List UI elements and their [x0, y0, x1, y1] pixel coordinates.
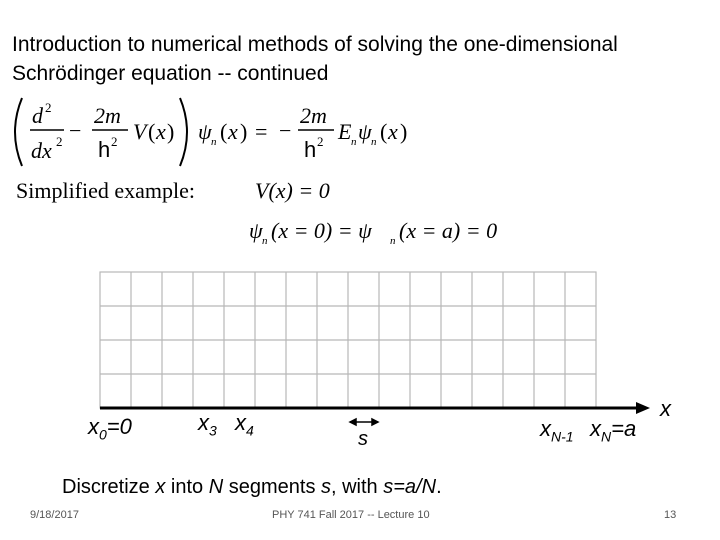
eq-bc-right: (x = a) = 0: [399, 218, 498, 243]
eq-bc-n2: n: [390, 235, 396, 247]
x-axis-arrowhead: [636, 402, 650, 414]
title-line-1: Introduction to numerical methods of solving the one-dimensional: [12, 33, 618, 56]
eq-dx2-sup: 2: [56, 134, 63, 149]
segment-s-indicator: [350, 419, 378, 425]
eq-2m-1: 2m: [94, 103, 121, 128]
eq-E-sub: n: [351, 136, 357, 148]
eq-rparen-3: ): [400, 119, 408, 144]
label-x0: $x_0=0$: [88, 414, 132, 443]
eq-x-2: x: [228, 119, 238, 144]
label-xN: $x_N=a$: [590, 416, 637, 445]
simplified-label: Simplified example:: [16, 178, 196, 203]
eq-psi-1: ψ: [198, 119, 212, 144]
eq-lparen-2: (: [220, 119, 228, 144]
eq-hbar-2-sup: 2: [317, 134, 324, 149]
eq-d2-sup: 2: [45, 100, 52, 115]
eq-dx2: dx: [31, 138, 52, 163]
eq-equals-1: =: [255, 119, 268, 144]
eq-hbar-1: h: [98, 137, 111, 162]
footer-page-number: 13: [664, 509, 677, 521]
eq-hbar-2: h: [304, 137, 317, 162]
eq-bc-n1: n: [262, 235, 268, 247]
eq-rparen-2: ): [240, 119, 248, 144]
eq-minus-1: −: [69, 118, 82, 143]
eq-psi-1-sub: n: [211, 136, 217, 148]
big-right-paren: [180, 98, 187, 166]
eq-V-zero: V(x) = 0: [255, 178, 330, 203]
eq-x-1: x: [156, 119, 166, 144]
eq-E: E: [338, 119, 352, 144]
discretization-grid: [100, 272, 596, 408]
eq-lparen-3: (: [380, 119, 388, 144]
title-line-2: Schrödinger equation -- continued: [12, 62, 329, 85]
label-s: s: [358, 428, 368, 450]
label-x-axis: x: [660, 396, 671, 421]
label-x3: $x_3$: [198, 410, 217, 439]
footer-course: PHY 741 Fall 2017 -- Lecture 10: [272, 509, 430, 521]
eq-lparen-1: (: [148, 119, 156, 144]
eq-hbar-1-sup: 2: [111, 134, 118, 149]
eq-bc-psi: ψ: [249, 218, 263, 243]
eq-d2: d: [32, 103, 43, 128]
big-left-paren: [15, 98, 22, 166]
eq-bc-mid: (x = 0) = ψ: [271, 218, 372, 243]
eq-psi-2: ψ: [358, 119, 372, 144]
eq-x-3: x: [388, 119, 398, 144]
caption: Discretize x into N segments s, with s=a/N.: [62, 476, 442, 498]
label-x4: $x_4$: [235, 410, 254, 439]
eq-minus-2: −: [279, 118, 292, 143]
footer-date: 9/18/2017: [30, 509, 79, 521]
eq-psi-2-sub: n: [371, 136, 377, 148]
eq-2m-2: 2m: [300, 103, 327, 128]
eq-V: V: [133, 119, 147, 144]
eq-rparen-1: ): [167, 119, 175, 144]
label-xN-1: $x_{N-1}$: [540, 416, 574, 445]
